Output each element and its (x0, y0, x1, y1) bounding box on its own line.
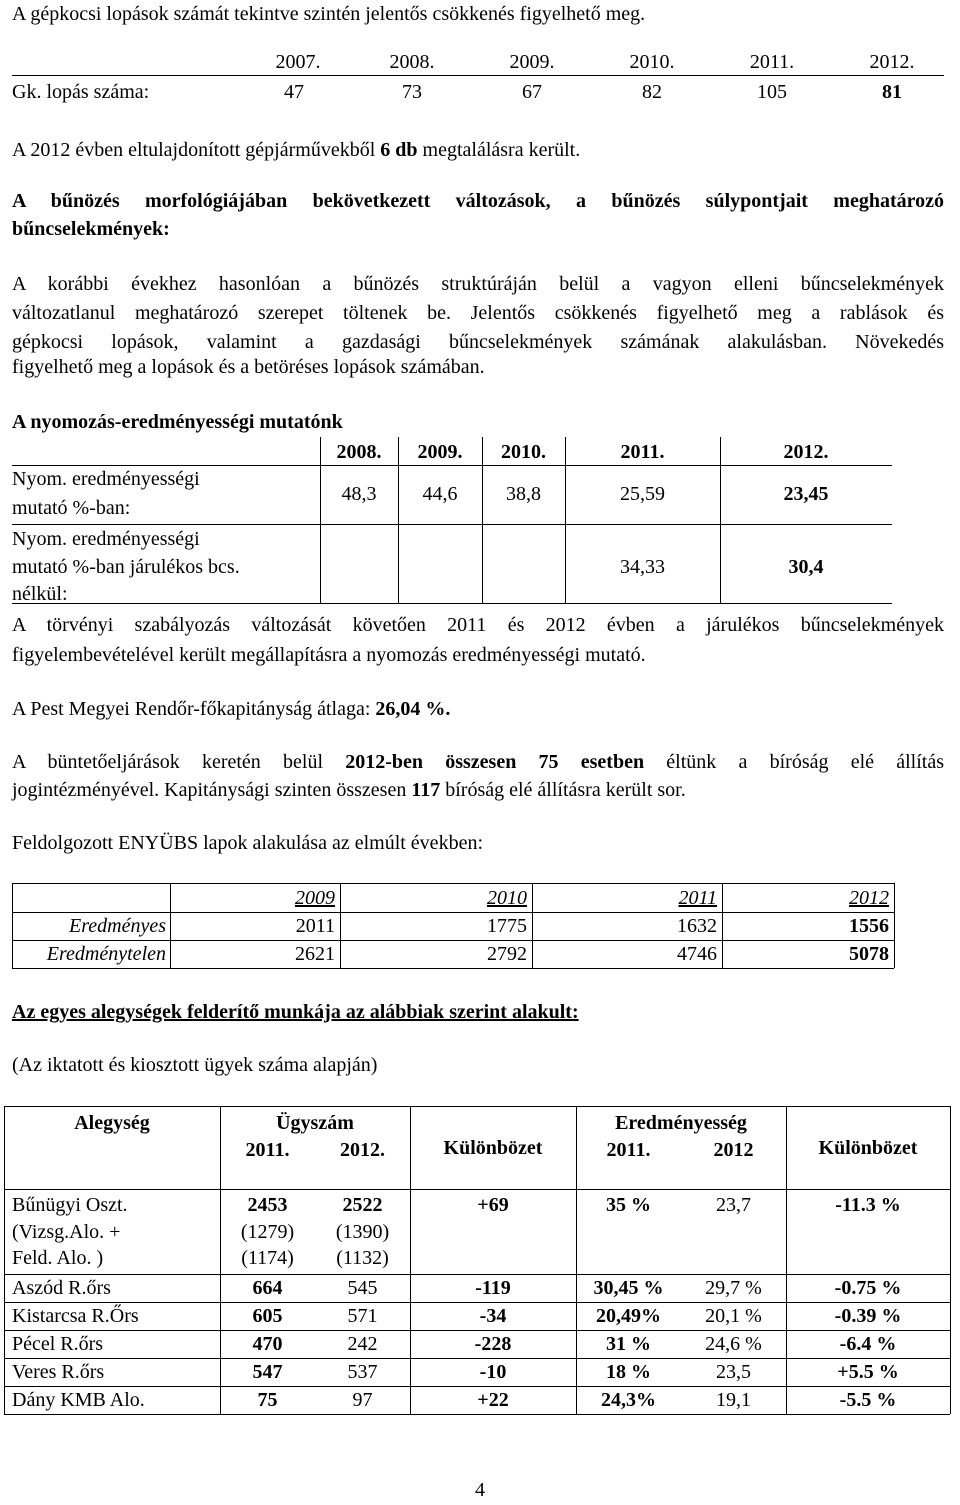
theft-year: 2010. (629, 51, 675, 73)
unit-cases-2012: (1132) (336, 1247, 389, 1269)
unit-cases-2011: 664 (252, 1277, 283, 1299)
enyubs-year: 2009 (295, 887, 335, 909)
paragraph-pest-average: A Pest Megyei Rendőr-főkapitányság átlaga: 26,04 %. (12, 698, 451, 720)
nyom-row1-value: 48,3 (341, 483, 377, 505)
unit-cases-2012: 97 (352, 1389, 373, 1411)
heading-units: Az egyes alegységek felderítő munkája az alábbiak szerint alakult: (12, 1001, 579, 1023)
theft-value: 67 (522, 81, 542, 103)
units-header-diff: Különbözet (443, 1137, 543, 1159)
unit-label: Feld. Alo. ) (12, 1247, 104, 1269)
units-header-ediff: Különbözet (818, 1137, 918, 1159)
unit-label: Kistarcsa R.Őrs (12, 1305, 139, 1327)
unit-diff: -119 (475, 1277, 511, 1299)
unit-label: Dány KMB Alo. (12, 1389, 145, 1411)
theft-year: 2011. (749, 51, 795, 73)
paragraph-proceedings: jogintézményével. Kapitánysági szinten összesen 117 bíróság elé állításra került sor. (12, 779, 686, 801)
unit-cases-2012: 242 (347, 1333, 378, 1355)
unit-diff: -34 (479, 1305, 507, 1327)
nyom-row1-value: 23,45 (783, 483, 829, 505)
units-header-eyear: 2011. (606, 1139, 651, 1161)
unit-cases-2011: 547 (252, 1361, 283, 1383)
enyubs-cell: 1632 (677, 915, 717, 937)
paragraph-car-theft: A gépkocsi lopások számát tekintve szintén jelentős csökkenés figyelhető meg. (12, 3, 646, 25)
unit-cases-2011: (1279) (240, 1221, 295, 1243)
units-header-eff: Eredményesség (615, 1112, 747, 1134)
nyom-year: 2008. (336, 441, 382, 463)
theft-value: 47 (284, 81, 304, 103)
nyom-row1-label: mutató %-ban: (12, 497, 131, 519)
enyubs-title: Feldolgozott ENYÜBS lapok alakulása az elmúlt években: (12, 832, 483, 854)
unit-cases-2012: 545 (347, 1277, 378, 1299)
theft-year: 2008. (389, 51, 435, 73)
unit-cases-2011: 75 (257, 1389, 278, 1411)
units-header-year: 2012. (340, 1139, 385, 1161)
unit-eff-diff: -11.3 % (835, 1194, 901, 1216)
unit-label: Aszód R.őrs (12, 1277, 111, 1299)
nyom-row2-label: Nyom. eredményességi (12, 528, 200, 550)
enyubs-year: 2011 (678, 887, 717, 909)
unit-eff-2011: 30,45 % (593, 1277, 664, 1299)
nyom-row2-value: 34,33 (620, 556, 665, 578)
enyubs-cell: 4746 (677, 943, 717, 965)
units-header-eyear: 2012 (713, 1139, 754, 1161)
unit-eff-2011: 31 % (606, 1333, 651, 1355)
enyubs-year: 2010 (487, 887, 527, 909)
paragraph-structure-line: A korábbi évekhez hasonlóan a bűnözés struktúráján belül a vagyon elleni bűncselekmények (12, 273, 944, 295)
nyom-row1-value: 25,59 (620, 483, 665, 505)
unit-cases-2011: 2453 (247, 1194, 288, 1216)
unit-eff-2012: 23,7 (716, 1194, 751, 1216)
unit-eff-diff: -0.39 % (834, 1305, 902, 1327)
unit-label: Bűnügyi Oszt. (12, 1194, 128, 1216)
theft-year: 2012. (869, 51, 915, 73)
nyom-year: 2011. (620, 441, 665, 463)
unit-eff-2011: 20,49% (596, 1305, 661, 1327)
unit-cases-2012: 2522 (342, 1194, 383, 1216)
unit-eff-2012: 29,7 % (705, 1277, 762, 1299)
unit-cases-2012: 537 (347, 1361, 378, 1383)
enyubs-row-label: Eredményes (69, 915, 166, 937)
unit-eff-2012: 24,6 % (705, 1333, 762, 1355)
nyom-row2-label: mutató %-ban járulékos bcs. (12, 556, 240, 578)
nyom-year: 2009. (417, 441, 463, 463)
theft-label: Gk. lopás száma: (12, 81, 150, 103)
unit-eff-2012: 19,1 (716, 1389, 751, 1411)
units-header-cases: Ügyszám (276, 1112, 354, 1134)
unit-cases-2011: 605 (252, 1305, 283, 1327)
units-note: (Az iktatott és kiosztott ügyek száma alapján) (12, 1054, 378, 1076)
enyubs-cell: 2792 (487, 943, 527, 965)
enyubs-cell: 1556 (849, 915, 889, 937)
enyubs-year: 2012 (849, 887, 889, 909)
paragraph-proceedings: A büntetőeljárások keretén belül 2012-ben összesen 75 esetben éltünk a bíróság elé állítás (12, 751, 944, 773)
unit-eff-diff: -0.75 % (834, 1277, 902, 1299)
unit-diff: -228 (474, 1333, 512, 1355)
page-number: 4 (475, 1479, 485, 1501)
nyom-row1-value: 44,6 (422, 483, 458, 505)
enyubs-cell: 2621 (295, 943, 335, 965)
unit-label: Veres R.őrs (12, 1361, 105, 1383)
theft-year: 2009. (509, 51, 555, 73)
unit-label: (Vizsg.Alo. + (12, 1221, 121, 1243)
theft-value: 105 (757, 81, 787, 103)
unit-eff-diff: +5.5 % (837, 1361, 899, 1383)
enyubs-cell: 2011 (295, 915, 335, 937)
unit-eff-2011: 35 % (606, 1194, 651, 1216)
heading-morphology: A bűnözés morfológiájában bekövetkezett változások, a bűnözés súlypontjait meghatározó (12, 190, 944, 212)
unit-cases-2011: (1174) (241, 1247, 294, 1269)
unit-cases-2011: 470 (252, 1333, 283, 1355)
nyom-row2-label: nélkül: (12, 583, 68, 605)
theft-value: 73 (402, 81, 422, 103)
unit-diff: -10 (479, 1361, 507, 1383)
units-header-unit: Alegység (74, 1112, 150, 1134)
nyom-year: 2010. (501, 441, 546, 463)
unit-eff-diff: -5.5 % (839, 1389, 897, 1411)
unit-cases-2012: (1390) (335, 1221, 390, 1243)
paragraph-structure-line: gépkocsi lopások, valamint a gazdasági bűncselekmények számának alakulásban. Növekedés (12, 331, 944, 353)
unit-eff-diff: -6.4 % (839, 1333, 897, 1355)
nyom-row1-label: Nyom. eredményességi (12, 468, 200, 490)
unit-eff-2012: 23,5 (716, 1361, 751, 1383)
unit-cases-2012: 571 (347, 1305, 378, 1327)
heading-investigation: A nyomozás-eredményességi mutatónk (12, 411, 343, 433)
theft-value: 81 (882, 81, 902, 103)
nyom-year: 2012. (783, 441, 829, 463)
theft-year: 2007. (275, 51, 321, 73)
paragraph-legal-change: figyelembevételével került megállapításra a nyomozás eredményességi mutató. (12, 644, 646, 666)
heading-morphology-cont: bűncselekmények: (12, 218, 170, 240)
unit-eff-2011: 24,3% (601, 1389, 656, 1411)
nyom-row1-value: 38,8 (506, 483, 541, 505)
paragraph-recovered: A 2012 évben eltulajdonított gépjárművekből 6 db megtalálásra került. (12, 139, 581, 161)
unit-eff-2012: 20,1 % (705, 1305, 762, 1327)
theft-value: 82 (642, 81, 662, 103)
enyubs-row-label: Eredménytelen (46, 943, 166, 965)
unit-label: Pécel R.őrs (12, 1333, 104, 1355)
paragraph-structure-line: figyelhető meg a lopások és a betöréses lopások számában. (12, 356, 485, 378)
units-header-year: 2011. (245, 1139, 290, 1161)
paragraph-legal-change: A törvényi szabályozás változását követően 2011 és 2012 évben a járulékos bűncselekmények (12, 614, 944, 636)
unit-eff-2011: 18 % (606, 1361, 651, 1383)
unit-diff: +69 (477, 1194, 509, 1216)
enyubs-cell: 1775 (487, 915, 527, 937)
nyom-row2-value: 30,4 (788, 556, 824, 578)
paragraph-structure-line: változatlanul meghatározó szerepet töltenek be. Jelentős csökkenés figyelhető meg a rablások és (12, 302, 944, 324)
unit-diff: +22 (477, 1389, 509, 1411)
enyubs-cell: 5078 (849, 943, 889, 965)
